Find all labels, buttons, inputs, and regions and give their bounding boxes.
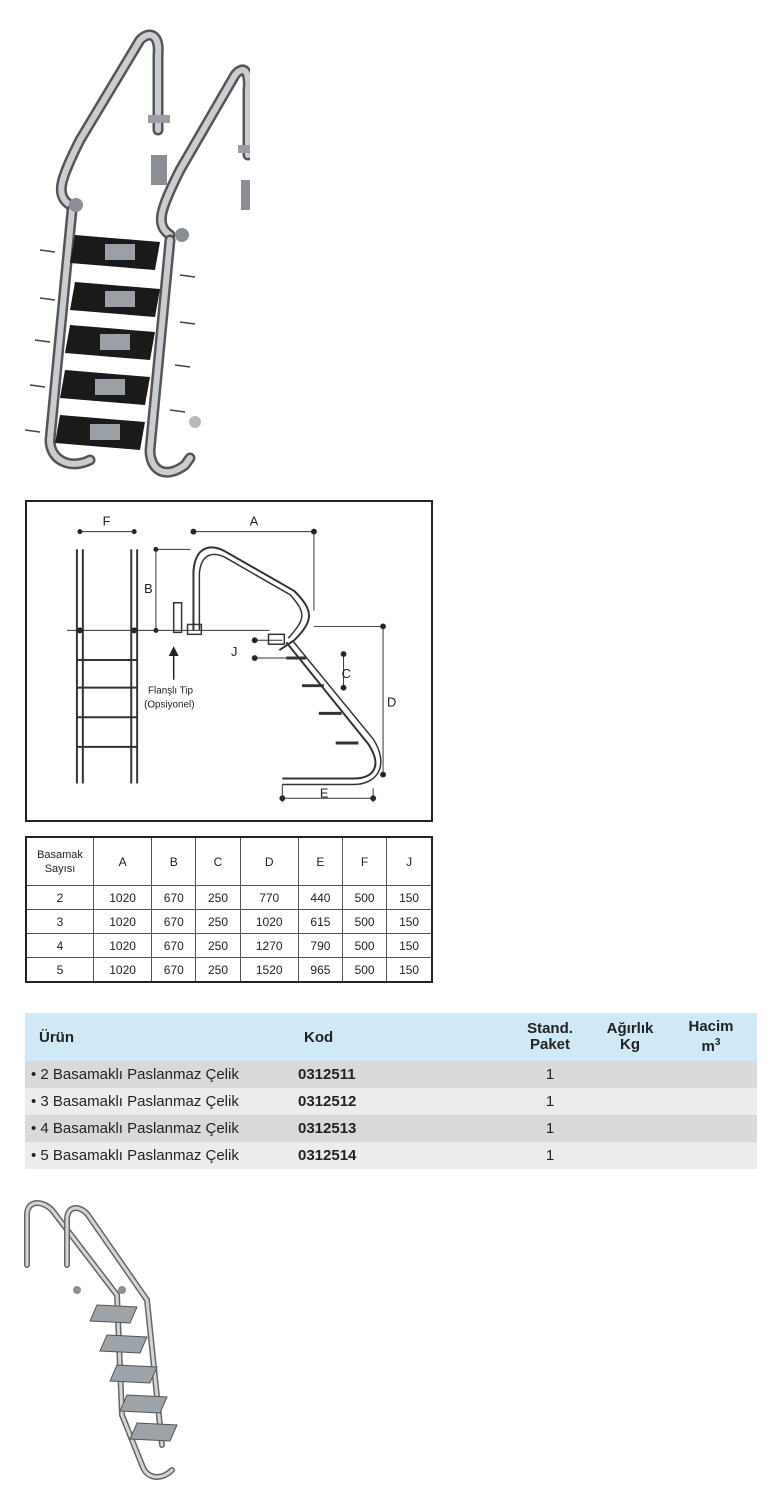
table-row bbox=[25, 1061, 757, 1088]
product-name: • 2 Basamaklı Paslanmaz Çelik bbox=[25, 1061, 298, 1088]
volume-header: Hacim $m^3$ bbox=[665, 1013, 757, 1061]
weight-header: Ağırlık Kg bbox=[595, 1013, 665, 1061]
product-weight bbox=[595, 1088, 665, 1115]
product-volume bbox=[665, 1061, 757, 1088]
col-b-header: B bbox=[152, 837, 196, 886]
dimension-table bbox=[25, 836, 433, 983]
product-code: 0312513 bbox=[298, 1115, 505, 1142]
product-code: 0312514 bbox=[298, 1142, 505, 1169]
product-weight bbox=[595, 1061, 665, 1088]
dimension-diagram bbox=[27, 502, 431, 820]
dimension-label-b: B bbox=[144, 580, 153, 596]
flange-note-line2: (Opsiyonel) bbox=[144, 699, 195, 711]
table-row bbox=[25, 1088, 757, 1115]
table-row: 4 1020 670 250 1270 790 500 150 bbox=[26, 934, 432, 958]
table-row bbox=[25, 1115, 757, 1142]
product-header: Ürün bbox=[25, 1013, 298, 1061]
col-e-header: E bbox=[298, 837, 342, 886]
product-pack: 1 bbox=[505, 1061, 595, 1088]
code-header: Kod bbox=[298, 1013, 505, 1061]
product-table-header bbox=[25, 1013, 757, 1061]
product-volume bbox=[665, 1115, 757, 1142]
col-j-header: J bbox=[387, 837, 432, 886]
col-a-header: A bbox=[94, 837, 152, 886]
table-row: 2 1020 670 250 770 440 500 150 bbox=[26, 886, 432, 910]
dimension-table-header bbox=[26, 837, 432, 886]
table-row: 3 1020 670 250 1020 615 500 150 bbox=[26, 910, 432, 934]
dimension-label-a: A bbox=[249, 513, 259, 529]
product-code: 0312511 bbox=[298, 1061, 505, 1088]
step-count-header: Basamak Sayısı bbox=[26, 837, 94, 886]
col-c-header: C bbox=[196, 837, 240, 886]
product-code: 0312512 bbox=[298, 1088, 505, 1115]
pack-header: Stand. Paket bbox=[505, 1013, 595, 1061]
ladder-exploded-illustration bbox=[10, 20, 250, 480]
product-name: • 3 Basamaklı Paslanmaz Çelik bbox=[25, 1088, 298, 1115]
product-weight bbox=[595, 1142, 665, 1169]
ladder-perspective-illustration bbox=[22, 1195, 192, 1480]
product-pack: 1 bbox=[505, 1088, 595, 1115]
table-row bbox=[25, 1142, 757, 1169]
dimension-label-d: D bbox=[387, 694, 397, 710]
product-pack: 1 bbox=[505, 1142, 595, 1169]
product-volume bbox=[665, 1142, 757, 1169]
product-weight bbox=[595, 1115, 665, 1142]
col-f-header: F bbox=[343, 837, 387, 886]
product-volume bbox=[665, 1088, 757, 1115]
dimension-label-c: C bbox=[341, 665, 351, 681]
product-table bbox=[25, 1013, 757, 1169]
dimension-label-e: E bbox=[319, 785, 329, 801]
product-pack: 1 bbox=[505, 1115, 595, 1142]
product-name: • 4 Basamaklı Paslanmaz Çelik bbox=[25, 1115, 298, 1142]
col-d-header: D bbox=[240, 837, 298, 886]
dimension-label-f: F bbox=[102, 513, 111, 529]
technical-drawing bbox=[25, 500, 433, 822]
product-name: • 5 Basamaklı Paslanmaz Çelik bbox=[25, 1142, 298, 1169]
dimension-label-j: J bbox=[230, 644, 238, 660]
flange-note-line1: Flanşlı Tip bbox=[148, 685, 193, 697]
table-row: 5 1020 670 250 1520 965 500 150 bbox=[26, 958, 432, 983]
